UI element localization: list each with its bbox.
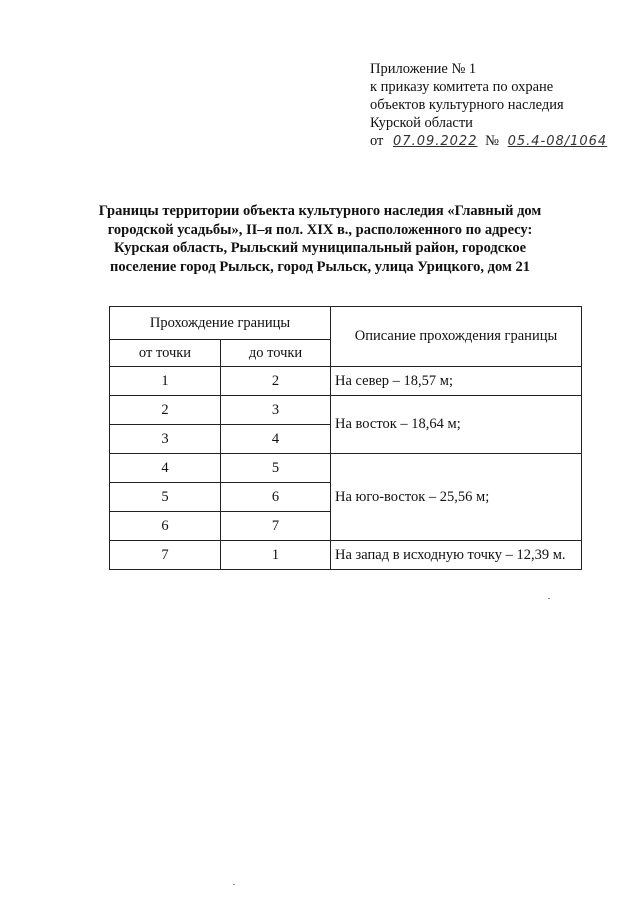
to-point-cell: 7 xyxy=(221,512,331,541)
appendix-block xyxy=(370,60,607,151)
to-point-cell: 2 xyxy=(221,367,331,396)
appendix-title: Приложение № 1 xyxy=(370,61,477,77)
description-cell: На юго-восток – 25,56 м; xyxy=(331,454,582,541)
scan-speck xyxy=(233,884,235,885)
to-point-cell: 1 xyxy=(221,541,331,570)
appendix-region-line: Курской области xyxy=(370,115,473,131)
appendix-order-line: к приказу комитета по охране xyxy=(370,79,554,95)
document-title xyxy=(60,202,580,276)
header-from-point: от точки xyxy=(110,340,221,367)
table-row xyxy=(110,541,582,570)
from-point-cell: 4 xyxy=(110,454,221,483)
table-row xyxy=(110,396,582,425)
from-point-cell: 3 xyxy=(110,425,221,454)
scan-speck xyxy=(548,598,550,599)
description-cell: На север – 18,57 м; xyxy=(331,367,582,396)
header-boundary-passage: Прохождение границы xyxy=(110,307,331,340)
header-to-point: до точки xyxy=(221,340,331,367)
from-point-cell: 2 xyxy=(110,396,221,425)
boundary-table xyxy=(109,306,582,570)
from-point-cell: 7 xyxy=(110,541,221,570)
table-row xyxy=(110,454,582,483)
to-point-cell: 3 xyxy=(221,396,331,425)
appendix-committee-line: объектов культурного наследия xyxy=(370,97,564,113)
from-point-cell: 6 xyxy=(110,512,221,541)
number-label: № xyxy=(485,133,499,149)
from-point-cell: 5 xyxy=(110,483,221,512)
appendix-date-number-line xyxy=(370,132,607,151)
to-point-cell: 6 xyxy=(221,483,331,512)
title-line-1: Границы территории объекта культурного наследия «Главный дом xyxy=(98,203,542,219)
order-date: 07.09.2022 xyxy=(393,134,478,149)
to-point-cell: 5 xyxy=(221,454,331,483)
title-line-3: Курская область, Рыльский муниципальный район, городское xyxy=(113,240,527,256)
from-label: от xyxy=(370,133,384,149)
description-cell: На восток – 18,64 м; xyxy=(331,396,582,454)
table-row xyxy=(110,367,582,396)
to-point-cell: 4 xyxy=(221,425,331,454)
table-header-row xyxy=(110,307,582,340)
order-number: 05.4-08/1064 xyxy=(507,134,608,149)
header-description: Описание прохождения границы xyxy=(331,307,582,367)
title-line-2: городской усадьбы», II–я пол. XIX в., расположенного по адресу: xyxy=(107,221,533,238)
from-point-cell: 1 xyxy=(110,367,221,396)
title-line-4: поселение город Рыльск, город Рыльск, улица Урицкого, дом 21 xyxy=(110,258,530,275)
description-cell: На запад в исходную точку – 12,39 м. xyxy=(331,541,582,570)
